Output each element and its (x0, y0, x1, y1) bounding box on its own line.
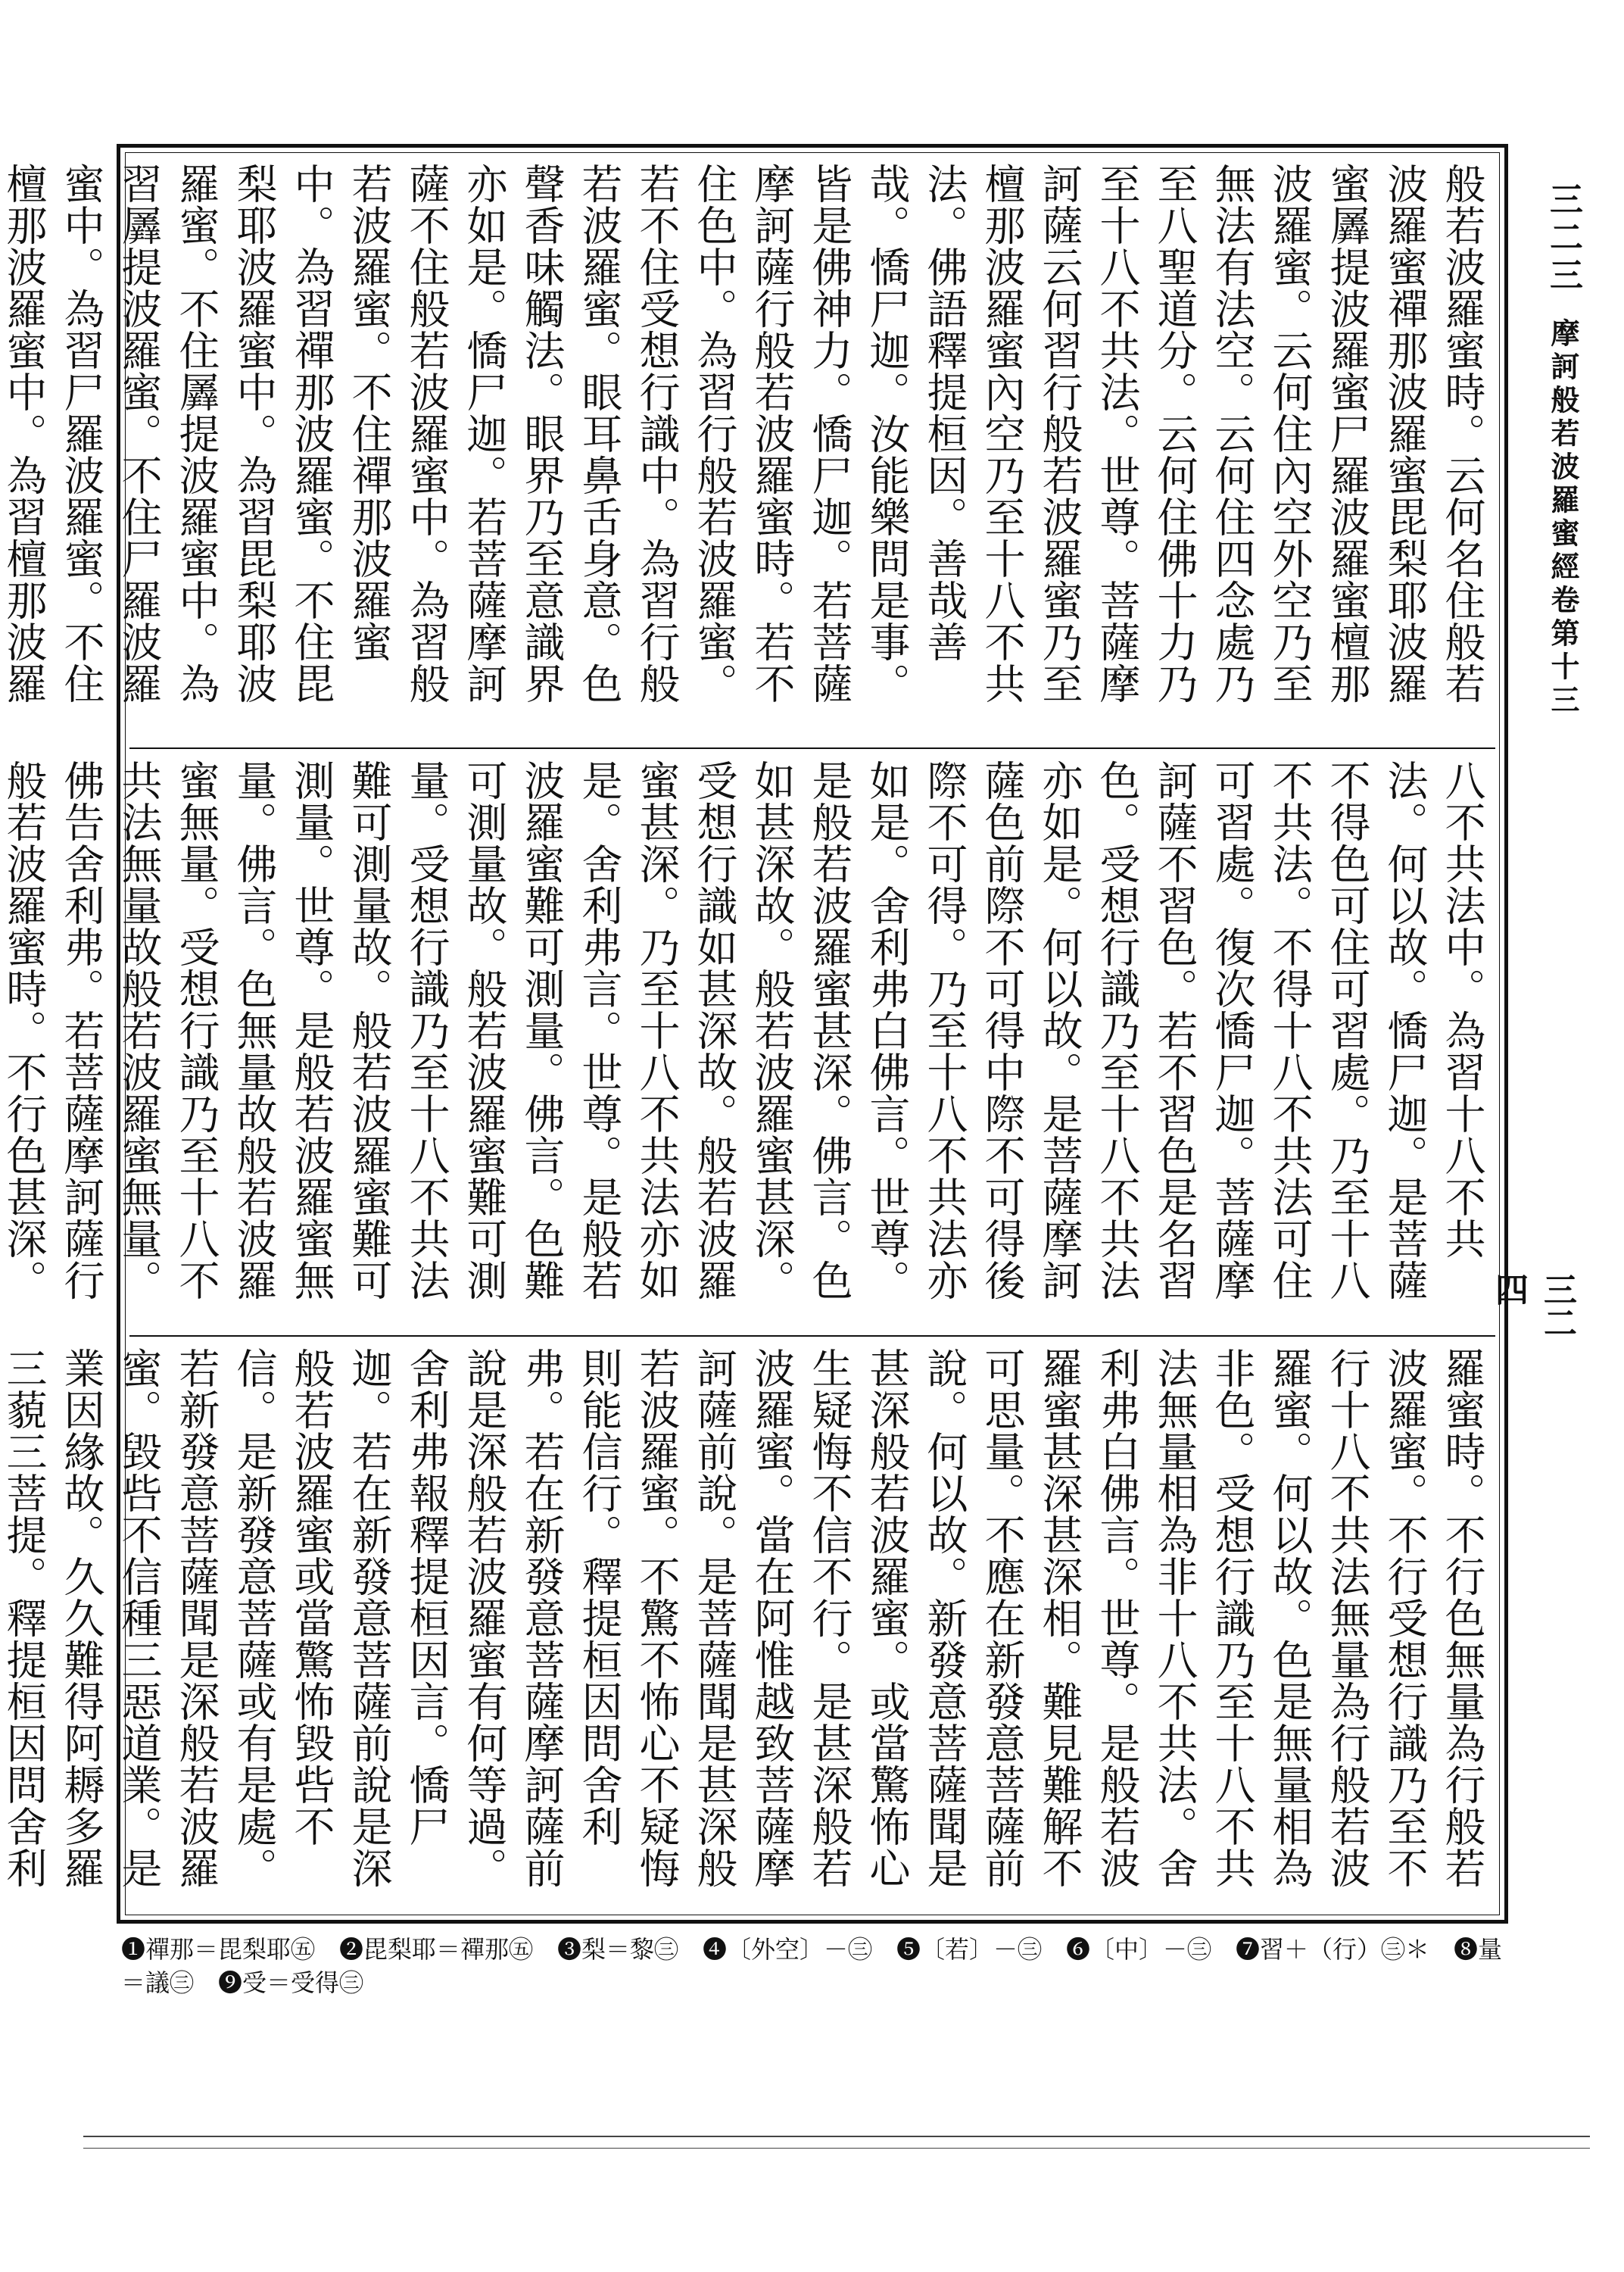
footnotes: ❶禪那＝毘梨耶㊄ ❷毘梨耶＝禪那㊄ ❸梨＝黎㊂ ❹〔外空〕－㊂ ❺〔若〕－㊂ ❻〔中〕－㊂ ❼習＋（行）㊂＊ ❽量＝議㊂ ❾受＝受得㊂ (121, 1935, 1503, 1997)
bottom-rule-1 (83, 2136, 1590, 2137)
volume-title: 摩訶般若波羅蜜經卷第十三 (1546, 318, 1580, 718)
middle-band-text: 八不共法中。為習十八不共法。何以故。憍尸迦。是菩薩不得色可住可習處。乃至十八不共法。不得十八不共法可住可習處。復次憍尸迦。菩薩摩訶薩不習色。若不習色是名習色。受想行識乃至十八不共法亦如是。何以故。是菩薩摩訶薩色前際不可得中際不可得後際不可得。乃至十八不共法亦如是。舍利弗白佛言。世尊。是般若波羅蜜甚深。佛言。色如甚深故。般若波羅蜜甚深。受想行識如甚深故。般若波羅蜜甚深。乃至十八不共法亦如是。舍利弗言。世尊。是般若波羅蜜難可測量。佛言。色難可測量故。般若波羅蜜難可測量。受想行識乃至十八不共法難可測量故。般若波羅蜜難可測量。世尊。是般若波羅蜜無量。佛言。色無量故般若波羅蜜無量。受想行識乃至十八不共法無量故般若波羅蜜無量。佛告舍利弗。若菩薩摩訶薩行般若波羅蜜時。不行色甚深。 (0, 760, 1486, 1301)
band-divider-1 (129, 747, 1495, 749)
middle-text-band (0, 760, 1491, 1323)
lower-text-band (0, 1347, 1491, 1908)
bottom-rule-2 (83, 2148, 1590, 2149)
band-divider-2 (129, 1335, 1495, 1337)
upper-band-text: 般若波羅蜜時。云何名住般若波羅蜜禪那波羅蜜毘梨耶波羅蜜羼提波羅蜜尸羅波羅蜜檀那波羅蜜。云何住內空外空乃至無法有法空。云何住四念處乃至八聖道分。云何住佛十力乃至十八不共法。世尊。菩薩摩訶薩云何習行般若波羅蜜乃至檀那波羅蜜內空乃至十八不共法。佛語釋提桓因。善哉善哉。憍尸迦。汝能樂問是事。皆是佛神力。憍尸迦。若菩薩摩訶薩行般若波羅蜜時。若不住色中。為習行般若波羅蜜。若不住受想行識中。為習行般若波羅蜜。眼耳鼻舌身意。色聲香味觸法。眼界乃至意識界亦如是。憍尸迦。若菩薩摩訶薩不住般若波羅蜜中。為習般若波羅蜜。不住禪那波羅蜜中。為習禪那波羅蜜。不住毘梨耶波羅蜜中。為習毘梨耶波羅蜜。不住羼提波羅蜜中。為習羼提波羅蜜。不住尸羅波羅蜜中。為習尸羅波羅蜜。不住檀那波羅蜜中。為習檀那波羅 (0, 163, 1486, 704)
side-page-number: 三二四 (1489, 1272, 1576, 1339)
upper-text-band (0, 163, 1491, 738)
lower-band-text: 羅蜜時。不行色無量為行般若波羅蜜。不行受想行識乃至不行十八不共法無量為行般若波羅蜜。何以故。色是無量相為非色。受想行識乃至十八不共法無量相為非十八不共法。舍利弗白佛言。世尊。是般若波羅蜜甚深甚深相。難見難解不可思量。不應在新發意菩薩前說。何以故。新發意菩薩聞是甚深般若波羅蜜。或當驚怖心生疑悔不信不行。是甚深般若波羅蜜。當在阿惟越致菩薩摩訶薩前說。是菩薩聞是甚深般若波羅蜜。不驚不怖心不疑悔則能信行。釋提桓因問舍利弗。若在新發意菩薩摩訶薩前說是深般若波羅蜜有何等過。舍利弗報釋提桓因言。憍尸迦。若在新發意菩薩前說是深般若波羅蜜或當驚怖毀呰不信。是新發意菩薩或有是處。若新發意菩薩聞是深般若波羅蜜。毀呰不信種三惡道業。是業因緣故。久久難得阿耨多羅三藐三菩提。釋提桓因問舍利 (0, 1347, 1486, 1889)
text-frame (0, 144, 1508, 1924)
page-number: 三二三 (1544, 182, 1582, 295)
